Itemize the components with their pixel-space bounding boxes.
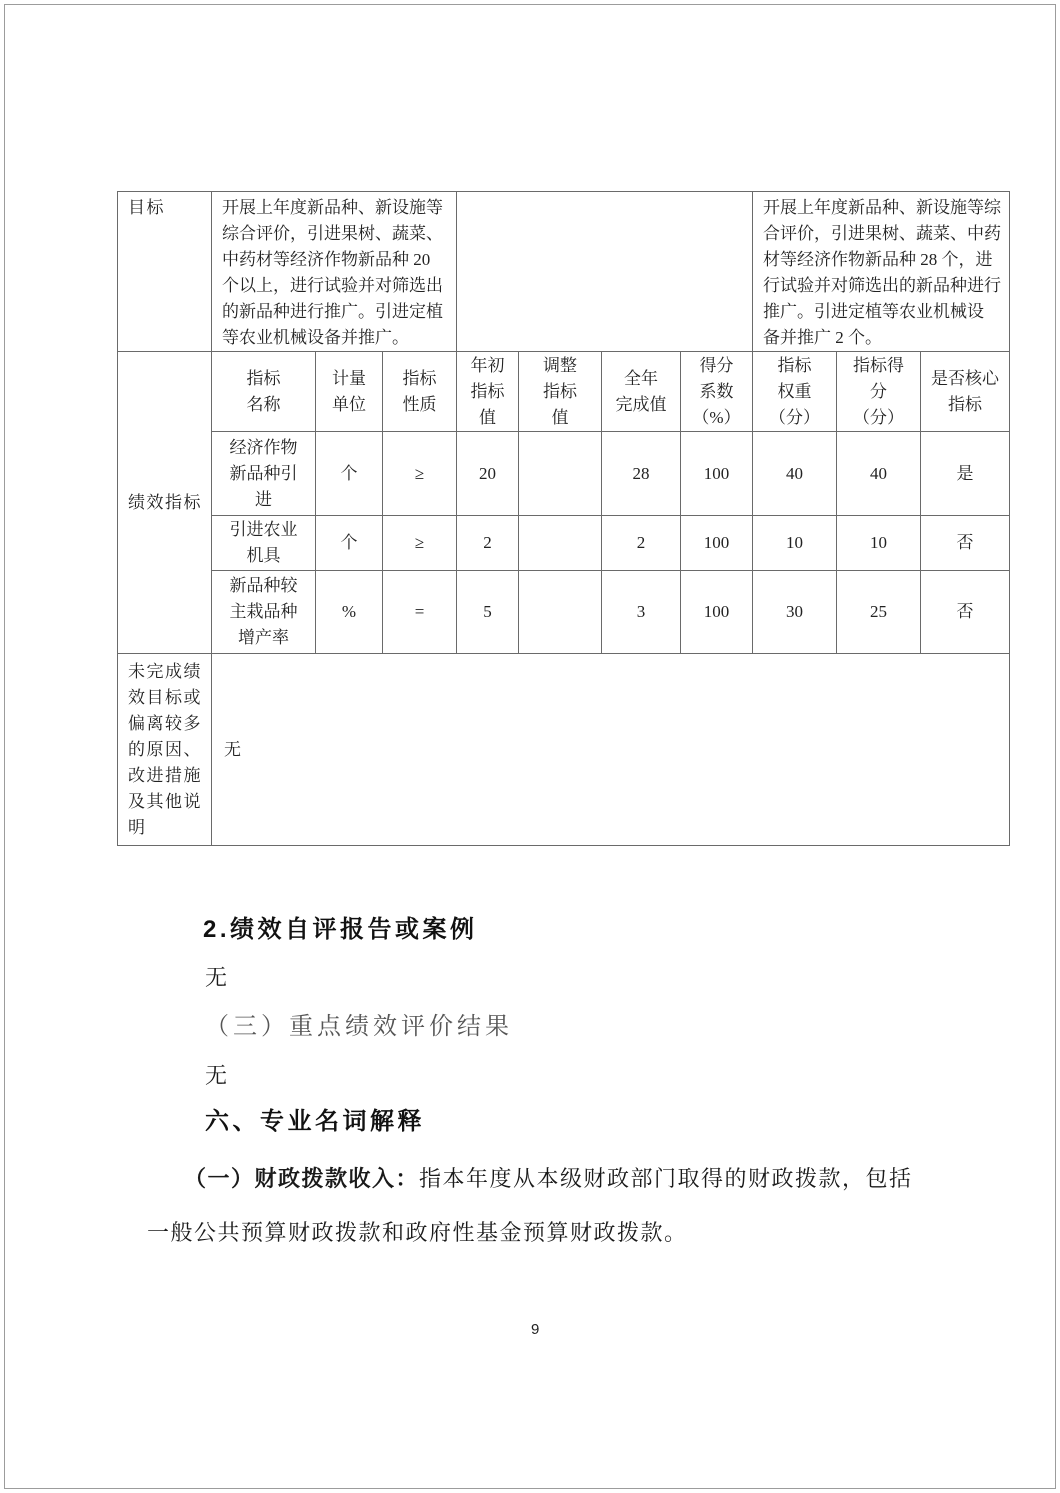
explanation-label-line: 偏离较多 (128, 713, 202, 733)
explanation-label-line: 及其他说 (128, 791, 202, 811)
header-line: （%） (692, 407, 741, 427)
indicator-name-cell (212, 571, 316, 654)
goal-actual-line: 备并推广 2 个。 (763, 328, 883, 347)
self-eval-heading: 2.绩效自评报告或案例 (203, 916, 478, 943)
header-nature (383, 352, 457, 432)
goal-planned-line: 个以上，进行试验并对筛选出 (222, 276, 443, 295)
header-line: 指标得 (853, 355, 905, 375)
self-eval-text: 无 (205, 965, 228, 990)
indicator-name-line: 新品种引 (229, 463, 298, 483)
glossary-definition-line: 一般公共预算财政拨款和政府性基金预算财政拨款。 (147, 1220, 688, 1245)
header-line: 指标 (246, 368, 281, 388)
glossary-heading: 六、专业名词解释 (205, 1108, 425, 1135)
table-row (118, 571, 1010, 654)
coefficient-cell: 100 (681, 516, 753, 571)
actual-value-cell: 2 (602, 516, 681, 571)
header-line: 单位 (332, 394, 366, 414)
header-line: 指标 (402, 368, 437, 388)
initial-value-cell: 20 (457, 432, 519, 516)
header-score (837, 352, 921, 432)
header-line: （分） (853, 407, 905, 427)
indicator-name-line: 机具 (246, 546, 281, 565)
indicator-name-line: 经济作物 (229, 437, 298, 457)
goal-actual-line: 开展上年度新品种、新设施等综 (763, 198, 1002, 217)
coefficient-cell: 100 (681, 571, 753, 654)
indicator-header-row (118, 352, 1010, 432)
indicator-name-cell (212, 516, 316, 571)
header-actual-value (602, 352, 681, 432)
core-cell: 否 (921, 571, 1010, 654)
score-cell: 40 (837, 432, 921, 516)
page-number: 9 (531, 1321, 540, 1338)
header-line: 是否核心 (931, 368, 1000, 388)
indicators-label: 绩效指标 (128, 492, 202, 512)
performance-table (117, 191, 1010, 846)
goal-planned-cell (212, 192, 457, 352)
glossary-term: （一）财政拨款收入： (184, 1166, 420, 1191)
header-line: 全年 (624, 368, 659, 388)
initial-value-cell: 5 (457, 571, 519, 654)
table-row (118, 516, 1010, 571)
goal-label: 目标 (128, 198, 165, 217)
explanation-text-cell (212, 654, 1010, 846)
header-weight (753, 352, 837, 432)
goal-actual-line: 行试验并对筛选出的新品种进行 (763, 276, 1002, 295)
header-unit (316, 352, 383, 432)
goal-row (118, 192, 1010, 352)
actual-value-cell: 28 (602, 432, 681, 516)
table-row (118, 432, 1010, 516)
header-indicator-name (212, 352, 316, 432)
explanation-label-line: 未完成绩 (128, 661, 202, 681)
score-cell: 10 (837, 516, 921, 571)
header-line: （分） (769, 407, 821, 427)
header-line: 权重 (777, 381, 812, 401)
header-initial-value (457, 352, 519, 432)
glossary-definition-line: 指本年度从本级财政部门取得的财政拨款，包括 (419, 1166, 913, 1191)
explanation-text: 无 (224, 739, 241, 759)
nature-cell: ≥ (383, 432, 457, 516)
header-line: 指标 (948, 394, 983, 414)
header-line: 调整 (543, 355, 578, 375)
weight-cell: 40 (753, 432, 837, 516)
adjusted-value-cell (519, 432, 602, 516)
header-line: 指标 (470, 381, 505, 401)
weight-cell: 30 (753, 571, 837, 654)
goal-planned-line: 综合评价，引进果树、蔬菜、 (222, 224, 443, 243)
header-line: 年初 (470, 355, 505, 375)
goal-planned-line: 的新品种进行推广。引进定植 (222, 302, 443, 321)
header-line: 名称 (246, 394, 281, 414)
goal-planned-line: 等农业机械设备并推广。 (222, 328, 409, 347)
adjusted-value-cell (519, 516, 602, 571)
explanation-label-line: 明 (128, 817, 147, 837)
indicator-name-cell (212, 432, 316, 516)
explanation-label-line: 改进措施 (128, 765, 202, 785)
header-line: 值 (479, 407, 497, 427)
initial-value-cell: 2 (457, 516, 519, 571)
header-adjusted-value (519, 352, 602, 432)
header-line: 系数 (699, 381, 734, 401)
header-line: 计量 (332, 368, 366, 388)
unit-cell: % (316, 571, 383, 654)
score-cell: 25 (837, 571, 921, 654)
coefficient-cell: 100 (681, 432, 753, 516)
adjusted-value-cell (519, 571, 602, 654)
indicator-name-line: 新品种较 (229, 576, 298, 595)
header-line: 指标 (543, 381, 578, 401)
goal-planned-line: 中药材等经济作物新品种 20 (222, 250, 431, 269)
explanation-row (118, 654, 1010, 846)
indicator-name-line: 进 (255, 489, 272, 509)
key-eval-text: 无 (205, 1063, 228, 1088)
explanation-label-line: 的原因、 (128, 739, 202, 759)
goal-actual-line: 材等经济作物新品种 28 个，进 (763, 250, 993, 269)
unit-cell: 个 (316, 516, 383, 571)
nature-cell: ≥ (383, 516, 457, 571)
explanation-label-cell (118, 654, 212, 846)
core-cell: 否 (921, 516, 1010, 571)
indicator-name-line: 增产率 (238, 628, 289, 647)
unit-cell: 个 (316, 432, 383, 516)
goal-label-cell (118, 192, 212, 352)
header-line: 指标 (777, 355, 812, 375)
core-cell: 是 (921, 432, 1010, 516)
nature-cell: = (383, 571, 457, 654)
header-core-indicator (921, 352, 1010, 432)
goal-actual-line: 合评价，引进果树、蔬菜、中药 (763, 224, 1002, 243)
indicators-label-cell (118, 352, 212, 654)
goal-actual-cell (753, 192, 1010, 352)
goal-blank-cell (457, 192, 753, 352)
header-line: 得分 (699, 355, 734, 375)
goal-actual-line: 推广。引进定植等农业机械设 (763, 302, 985, 321)
explanation-label-line: 效目标或 (128, 687, 202, 707)
header-line: 分 (870, 381, 888, 401)
key-eval-heading: （三）重点绩效评价结果 (205, 1014, 513, 1040)
indicator-name-line: 引进农业 (229, 520, 298, 539)
header-line: 性质 (402, 394, 437, 414)
header-line: 完成值 (615, 394, 667, 414)
goal-planned-line: 开展上年度新品种、新设施等 (222, 198, 443, 217)
header-score-coefficient (681, 352, 753, 432)
actual-value-cell: 3 (602, 571, 681, 654)
weight-cell: 10 (753, 516, 837, 571)
indicator-name-line: 主栽品种 (229, 602, 298, 621)
header-line: 值 (551, 407, 569, 427)
glossary-item-line (184, 1166, 913, 1192)
